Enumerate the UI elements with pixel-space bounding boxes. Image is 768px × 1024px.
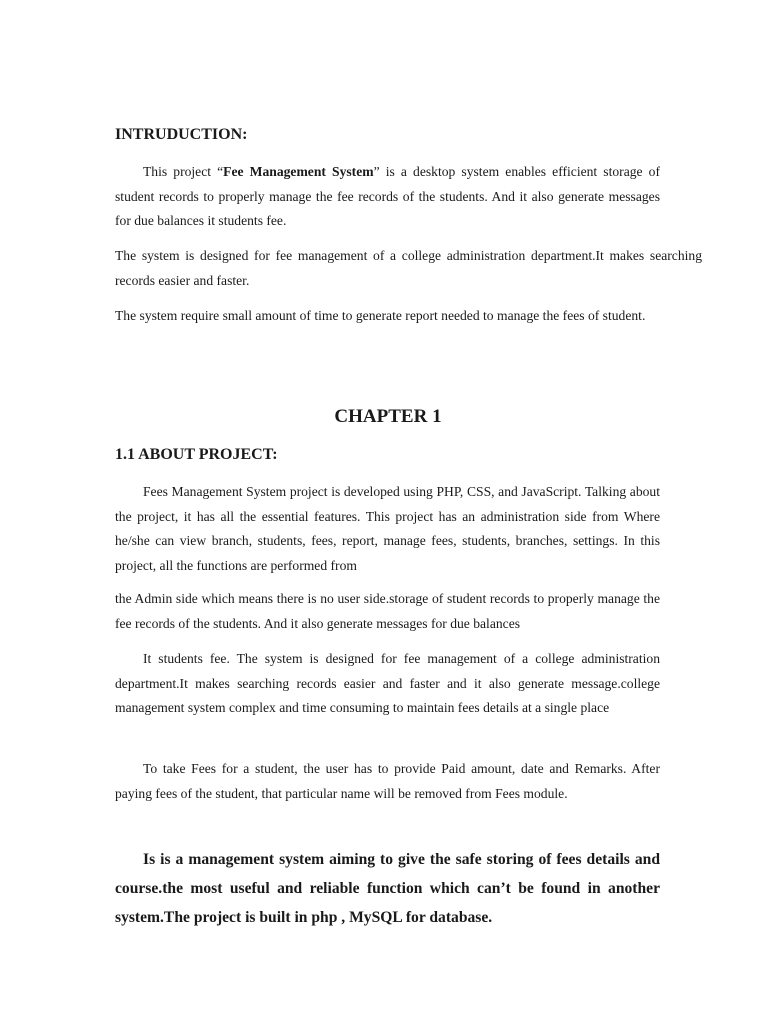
about-paragraph-1: Fees Management System project is developed using PHP, CSS, and JavaScript. Talking about the project, it has all the essential features. This project has an administration side from Where he/she can view branch, students, fees, report, manage fees, students, branches, settings. In this project, all the functions are performed from: [115, 484, 660, 573]
intro-paragraph-1: [115, 160, 660, 234]
about-paragraph-3: To take Fees for a student, the user has to provide Paid amount, date and Remarks. After paying fees of the student, that particular name will be removed from Fees module.: [115, 761, 660, 801]
about-paragraph-4: Is is a management system aiming to give the safe storing of fees details and course.the most useful and reliable function which can’t be found in another system.The project is built in php , MySQL for database.: [115, 851, 660, 926]
about-paragraph-2: It students fee. The system is designed for fee management of a college administration department.It makes searching records easier and faster and it also generate message.college management system complex and time consuming to maintain fees details at a single place: [115, 651, 660, 715]
about-paragraph-1-continued: the Admin side which means there is no user side.storage of student records to properly manage the fee records of the students. And it also generate messages for due balances: [115, 591, 660, 631]
intro-paragraph-3: The system require small amount of time to generate report needed to manage the fees of student.: [115, 308, 646, 323]
intro-paragraph-2: The system is designed for fee management of a college administration department.It makes searching records easier and faster.: [115, 248, 702, 288]
chapter-title: CHAPTER 1: [334, 406, 442, 427]
intro-p1-lead: This project “: [143, 164, 224, 179]
project-name: Fee Management System: [223, 164, 374, 179]
intro-p1-rest: ” is a desktop system enables efficient storage of student records to properly manage the fee records of the students. And it also generate messages for due balances it students fee.: [115, 164, 660, 228]
section-heading: 1.1 ABOUT PROJECT:: [115, 446, 278, 463]
intro-heading: INTRUDUCTION:: [115, 126, 248, 143]
